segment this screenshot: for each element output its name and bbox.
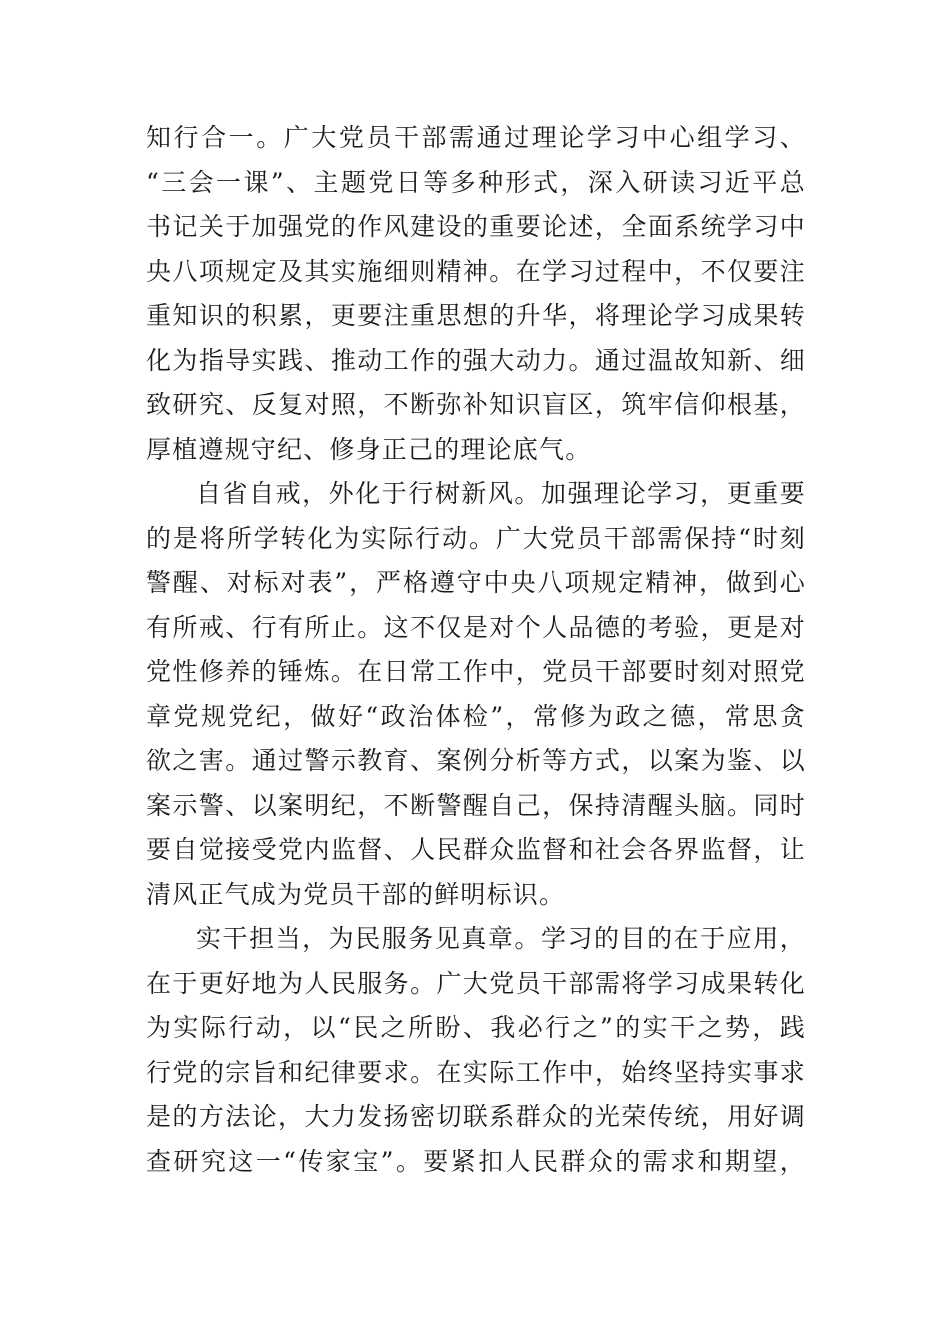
paragraph-heading-line: 实干担当，为民服务见真章。学习的目的在于应用，	[196, 924, 806, 953]
text-line: 知行合一。广大党员干部需通过理论学习中心组学习、	[146, 123, 806, 152]
text-line: 要自觉接受党内监督、人民群众监督和社会各界监督，让	[146, 835, 806, 864]
text-line: 是的方法论，大力发扬密切联系群众的光荣传统，用好调	[146, 1102, 806, 1131]
text-line: “三会一课”、主题党日等多种形式，深入研读习近平总	[146, 167, 806, 197]
text-line: 查研究这一“传家宝”。要紧扣人民群众的需求和期望，	[146, 1146, 806, 1176]
text-line: 在于更好地为人民服务。广大党员干部需将学习成果转化	[146, 968, 806, 998]
text-line: 化为指导实践、推动工作的强大动力。通过温故知新、细	[146, 345, 806, 375]
text-line: 重知识的积累，更要注重思想的升华，将理论学习成果转	[146, 301, 806, 330]
text-line: 央八项规定及其实施细则精神。在学习过程中，不仅要注	[146, 256, 806, 286]
body-text	[146, 116, 806, 1184]
text-line: 书记关于加强党的作风建设的重要论述，全面系统学习中	[146, 212, 806, 241]
text-line: 厚植遵规守纪、修身正己的理论底气。	[146, 434, 592, 464]
text-line: 的是将所学转化为实际行动。广大党员干部需保持“时刻	[146, 523, 806, 553]
text-line: 警醒、对标对表”，严格遵守中央八项规定精神，做到心	[146, 568, 806, 597]
text-line: 为实际行动，以“民之所盼、我必行之”的实干之势，践	[146, 1013, 806, 1042]
paragraph-heading-line: 自省自戒，外化于行树新风。加强理论学习，更重要	[196, 479, 806, 508]
text-line: 党性修养的锤炼。在日常工作中，党员干部要时刻对照党	[146, 657, 806, 686]
text-line: 行党的宗旨和纪律要求。在实际工作中，始终坚持实事求	[146, 1057, 806, 1087]
text-line: 有所戒、行有所止。这不仅是对个人品德的考验，更是对	[146, 612, 806, 642]
text-line: 清风正气成为党员干部的鲜明标识。	[146, 879, 566, 909]
text-line: 章党规党纪，做好“政治体检”，常修为政之德，常思贪	[146, 701, 806, 731]
text-line: 欲之害。通过警示教育、案例分析等方式，以案为鉴、以	[146, 746, 806, 775]
text-line: 案示警、以案明纪，不断警醒自己，保持清醒头脑。同时	[146, 790, 806, 820]
text-line: 致研究、反复对照，不断弥补知识盲区，筑牢信仰根基，	[146, 390, 806, 419]
